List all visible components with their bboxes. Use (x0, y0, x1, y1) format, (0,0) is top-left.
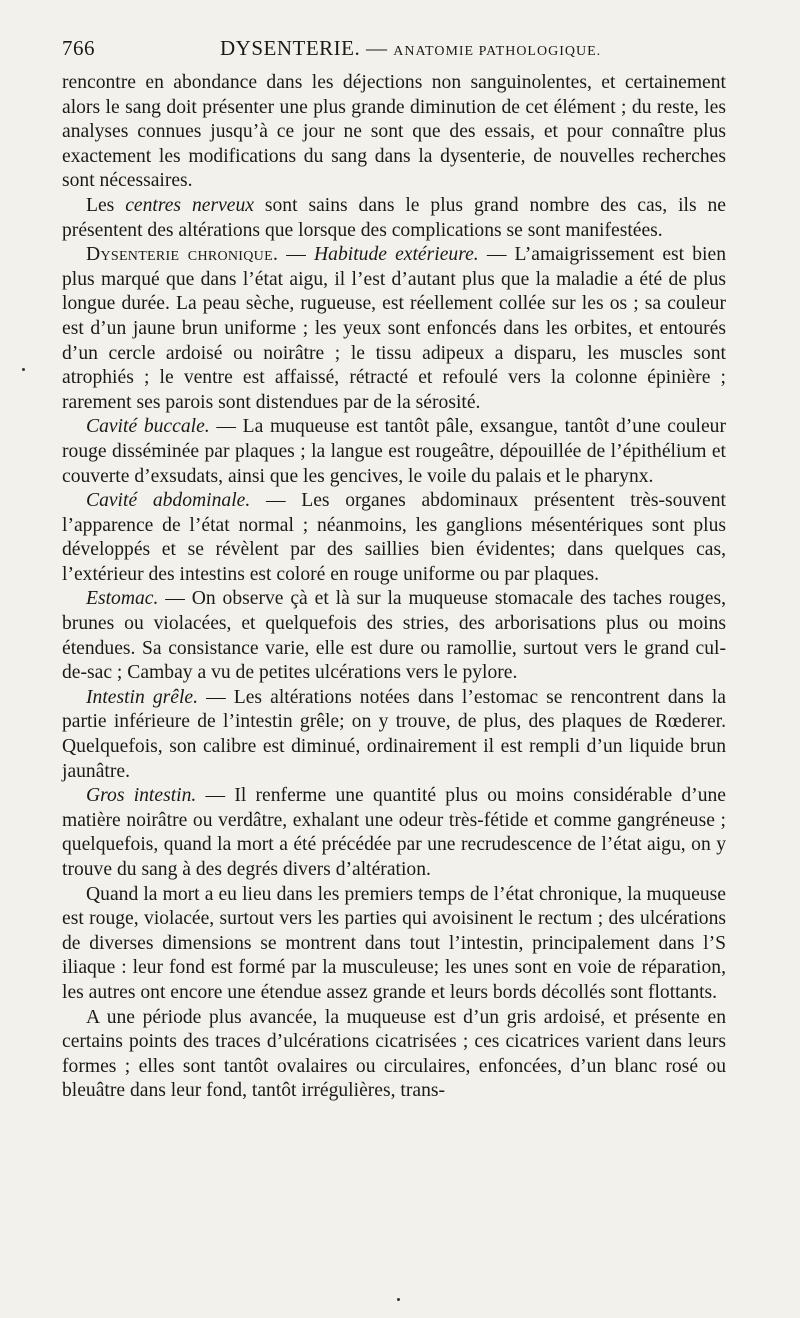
paragraph-intestin-grele: Intestin grêle. — Les altérations notées dans l’estomac se rencontrent dans la partie inférieure de l’intestin grêle; on y trouve, de plus, des plaques de Rœderer. Quelquefois, son calibre est diminué, ordinairement il est rempli d’un liquide brun jaunâtre. (62, 686, 726, 782)
running-head-title: DYSENTERIE. (220, 36, 361, 60)
section-heading-chronic: Dysenterie chronique. (86, 244, 279, 266)
paragraph-chronic-dysentery: Dysenterie chronique. — Habitude extérieure. — L’amaigrissement est bien plus marqué que dans l’état aigu, il l’est d’autant plus que la maladie a été de plus longue durée. La peau sèche, rugueuse, est réellement collée sur les os ; sa couleur est d’un jaune brun uniforme ; les yeux sont enfoncés dans les orbites, et entourés d’un cercle ardoisé ou noirâtre ; le tissu adipeux a disparu, les muscles sont atrophiés ; le ventre est affaissé, rétracté et refoulé vers la colonne épinière ; rarement ses parois sont distendues par de la sérosité. (62, 244, 726, 413)
print-speck (22, 368, 25, 371)
paragraph-gros-intestin: Gros intestin. — Il renferme une quantité plus ou moins considérable d’une matière noirâtre ou verdâtre, exhalant une odeur très-fétide et comme gangréneuse ; quelquefois, quand la mort a été précédée par une recrudescence de l’état aigu, on y trouve du sang à des degrés divers d’altération. (62, 785, 726, 880)
paragraph-blood-analysis: rencontre en abondance dans les déjections non sanguinolentes, et certainement alors le sang doit présenter une plus grande diminution de cet élément ; du reste, les analyses connues jusqu’à ce jour ne sont que des essais, et pour connaître plus exactement les modifications du sang dans la dysenterie, de nouvelles recherches sont nécessaires. (62, 72, 726, 192)
paragraph-cavite-buccale: Cavité buccale. — La muqueuse est tantôt pâle, exsangue, tantôt d’une couleur rouge disséminée par plaques ; la langue est rougeâtre, dépouillée de l’épithélium et couverte d’exsudats, ainsi que les gencives, le voile du palais et le pharynx. (62, 416, 726, 487)
page-header (62, 34, 726, 64)
term-habitude-exterieure: Habitude extérieure. (314, 244, 479, 266)
term-intestin-grele: Intestin grêle. (86, 686, 199, 708)
paragraph-cavite-abdominale: Cavité abdominale. — Les organes abdominaux présentent très-souvent l’apparence de l’état normal ; néanmoins, les ganglions mésentériques sont plus développés et se révèlent par des saillies bien évidentes; dans quelques cas, l’extérieur des intestins est coloré en rouge uniforme ou par plaques. (62, 490, 726, 585)
term-estomac: Estomac. (86, 588, 159, 610)
body-text (62, 71, 726, 1104)
paragraph-early-chronic-stage: Quand la mort a eu lieu dans les premiers temps de l’état chronique, la muqueuse est rouge, violacée, surtout vers les parties qui avoisinent le rectum ; des ulcérations de diverses dimensions se montrent dans tout l’intestin, principalement dans l’S iliaque : leur fond est formé par la musculeuse; les unes sont en voie de réparation, les autres ont encore une étendue assez grande et leurs bords décollés sont flottants. (62, 883, 726, 1003)
term-cavite-buccale: Cavité buccale. (86, 416, 210, 438)
print-speck (397, 1298, 400, 1301)
term-centres-nerveux: centres nerveux (125, 194, 254, 216)
running-head-dash: — (366, 36, 388, 60)
paragraph-nerve-centres: Les centres nerveux sont sains dans le plus grand nombre des cas, ils ne présentent des altérations que lorsque des complications se sont manifestées. (62, 194, 726, 241)
book-page (62, 34, 726, 1104)
term-cavite-abdominale: Cavité abdominale. (86, 490, 251, 512)
running-head-subtitle: ANATOMIE PATHOLOGIQUE. (393, 44, 602, 59)
paragraph-estomac: Estomac. — On observe çà et là sur la muqueuse stomacale des taches rouges, brunes ou violacées, et quelquefois des stries, des arborisations plus ou moins étendues. Sa consistance varie, elle est dure ou ramollie, surtout vers le grand cul-de-sac ; Cambay a vu de petites ulcérations vers le pylore. (62, 588, 726, 684)
running-head (220, 36, 601, 61)
paragraph-advanced-stage: A une période plus avancée, la muqueuse est d’un gris ardoisé, et présente en certains points des traces d’ulcérations cicatrisées ; ces cicatrices varient dans leurs formes ; elles sont tantôt ovalaires ou circulaires, enfoncées, d’un blanc rosé ou bleuâtre dans leur fond, tantôt irrégulières, trans- (62, 1006, 726, 1102)
term-gros-intestin: Gros intestin. (86, 785, 197, 807)
page-number: 766 (62, 36, 95, 60)
